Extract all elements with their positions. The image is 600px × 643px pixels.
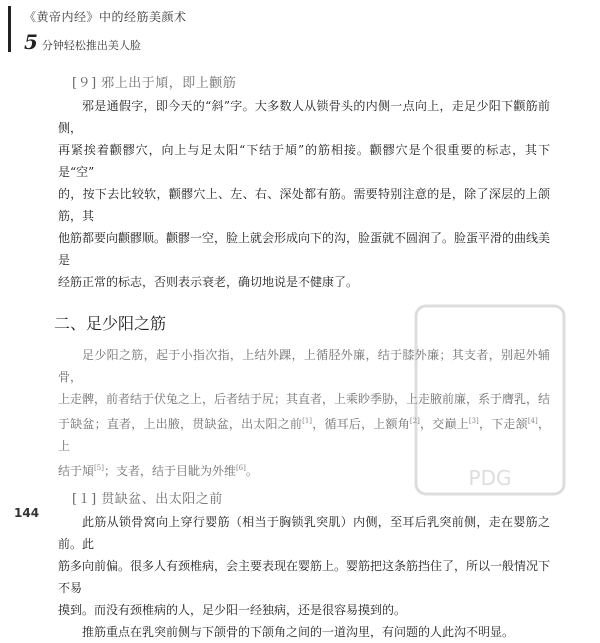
paragraph-tui-jin [58, 621, 550, 643]
watermark-text: PDG [468, 466, 512, 490]
text-line: 推筋重点在乳突前侧与下颌骨的下颌角之间的一道沟里，有问题的人此沟不明显。 [82, 625, 515, 639]
paragraph-guan-que-pen [58, 511, 550, 621]
subsection-heading-1: [１] 贯缺盆、出太阳之前 [72, 492, 223, 507]
text-line: 再紧挨着颧髎穴，向上与足太阳“下结于頄”的筋相接。颧髎穴是个很重要的标志，其下是“空” [58, 143, 550, 179]
section-heading: 二、足少阳之筋 [54, 314, 167, 333]
running-header-subtitle [24, 30, 141, 54]
text-line: 此筋从锁骨窝向上穿行婴筋（相当于胸锁乳突肌）内侧，至耳后乳突前侧，走在婴筋之前。此 [58, 515, 550, 551]
text-fragment: 结于頄 [58, 464, 95, 478]
footnote-marker: [1] [302, 417, 313, 425]
footnote-marker: [5] [94, 464, 104, 472]
text-line: 的，按下去比较软，颧髎穴上、左、右、深处都有筋。需要特别注意的是，除了深层的上颌筋，其 [58, 187, 550, 223]
text-fragment: ，上 [58, 417, 550, 453]
paragraph-xie-shang [58, 95, 550, 293]
footnote-marker: [4] [527, 417, 538, 425]
text-fragment: ，下走颔 [478, 417, 528, 431]
text-line: 邪是通假字，即今天的“斜”字。大多数人从锁骨头的内侧一点向上，走足少阳下颧筋前侧， [58, 99, 550, 135]
text-fragment: 。 [245, 464, 258, 478]
text-line: 上走髀，前者结于伏兔之上，后者结于尻；其直者，上乘眇季胁，上走腋前廉，系于膺乳，结 [58, 392, 551, 406]
footnote-marker: [3] [468, 417, 479, 425]
footnote-marker: [2] [409, 417, 420, 425]
text-line: 摸到。而没有颈椎病的人，足少阳一经独病，还是很容易摸到的。 [58, 603, 407, 617]
text-line: 他筋都要向颧髎顺。颧髎一空，脸上就会形成向下的沟，脸蛋就不圆润了。脸蛋平滑的曲线美是 [58, 231, 551, 267]
running-header-subtitle-text: 分钟轻松推出美人脸 [41, 39, 141, 52]
text-line: 筋多向前偏。很多人有颈椎病，会主要表现在婴筋上。婴筋把这条筋挡住了，所以一般情况下不易 [58, 559, 551, 595]
text-line: 经筋正常的标志，否则表示衰老，确切地说是不健康了。 [58, 275, 359, 289]
text-fragment: ，循耳后，上额角 [312, 417, 410, 431]
text-fragment: ；支者，结于目眦为外维 [103, 464, 236, 478]
running-header-title: 《黄帝内经》中的经筋美颜术 [24, 10, 187, 24]
header-rule [8, 6, 11, 52]
text-fragment: 于缺盆；直者，上出腋，贯缺盆，出太阳之前 [58, 417, 303, 431]
running-header-number: 5 [24, 30, 38, 54]
text-line: 足少阳之筋，起于小指次指，上结外踝，上循胫外廉，结于膝外廉；其支者，别起外辅骨， [58, 348, 550, 384]
watermark-stamp-icon [410, 300, 570, 500]
subsection-heading-9: [９] 邪上出于頄，即上颧筋 [72, 76, 237, 91]
text-fragment: ，交巅上 [419, 417, 469, 431]
page-number: 144 [14, 506, 40, 520]
footnote-marker: [6] [235, 464, 246, 472]
